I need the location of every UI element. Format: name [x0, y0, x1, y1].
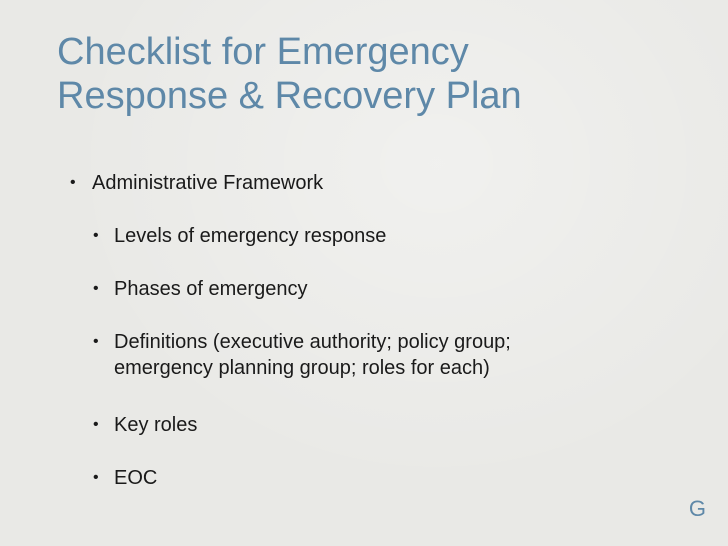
bullet-dot: •	[93, 469, 99, 486]
sub-bullet-definitions: Definitions (executive authority; policy group; emergency planning group; roles for each)	[114, 331, 511, 379]
bullet-dot: •	[93, 227, 99, 244]
bullet-dot: •	[93, 280, 99, 297]
bullet-dot: •	[70, 174, 76, 191]
bullet-dot: •	[93, 333, 99, 350]
bullet-administrative-framework: Administrative Framework	[92, 172, 324, 194]
sub-bullet-key-roles: Key roles	[114, 414, 198, 436]
corner-mark: G	[688, 496, 706, 521]
sub-bullet-phases: Phases of emergency	[114, 278, 308, 300]
sub-bullet-eoc: EOC	[114, 467, 158, 489]
bullet-dot: •	[93, 416, 99, 433]
sub-bullet-levels: Levels of emergency response	[114, 225, 387, 247]
title-line-2: Response & Recovery Plan	[57, 75, 522, 117]
title-line-1: Checklist for Emergency	[57, 31, 469, 73]
